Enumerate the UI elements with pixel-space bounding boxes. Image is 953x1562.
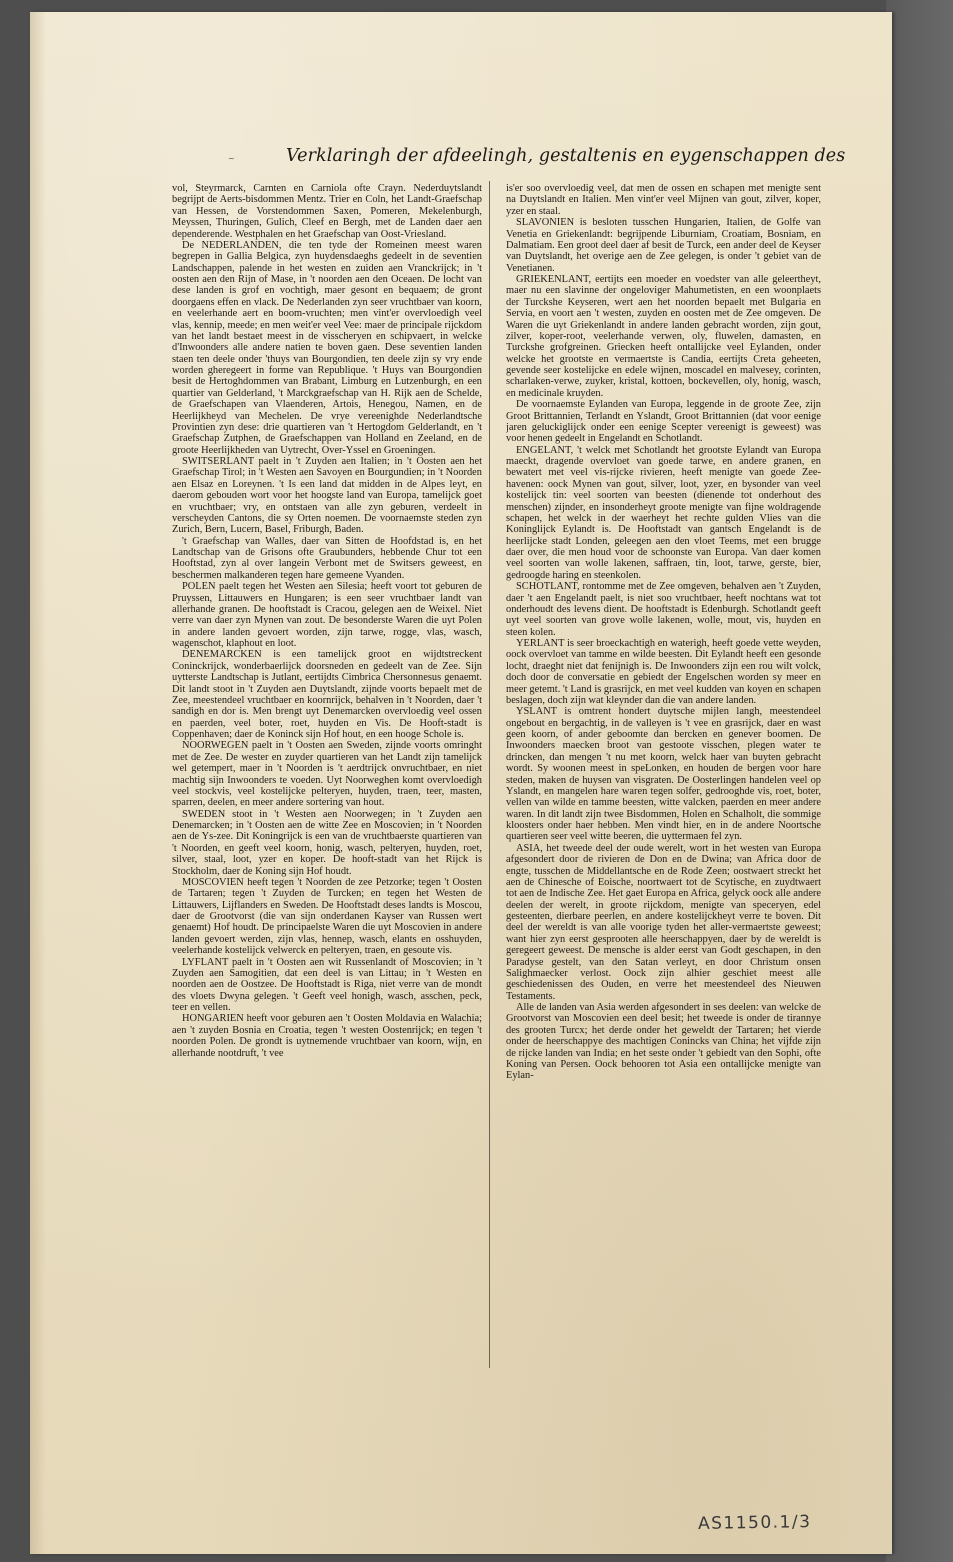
paragraph: NOORWEGEN paelt in 't Oosten aen Sweden, zijnde voorts omringht met de Zee. De wester en zuyder quartieren van het Landt zijn tamelijck wel getempert, maer in 't Noorden is 't aerdtrijck onvruchtbaer, en niet machtig sijn Inwoonders te voeden. Uyt Noorweghen komt overvloedigh veel stockvis, veel kostelijcke pelteryen, huyden, traen, teer, masten, sparren, deelen, en meer andere sortering van hout. (172, 740, 482, 809)
paragraph: DENEMARCKEN is een tamelijck groot en wijdtstreckent Coninckrijck, wonderbaerlijck doorsneden en gedeelt van de Zee. Sijn uytterste Landtschap is Jutlant, eertijdts Cimbrica Chersonnesus genaemt. Dit landt stoot in 't Zuyden aen Duytslandt, zijnde voorts bepaelt met de Zee, meestendeel vruchtbaer en koornrijck, behalven in 't Noorden, daer 't sandigh en dor is. Men brengt uyt Denemarcken overvloedig veel ossen en paerden, veel boter, roet, huyden en Vis. De Hooft-stadt is Coppenhaven; daer de Koninck sijn Hof hout, en een hooge Schole is. (172, 649, 482, 740)
printer-mark: ~ (228, 154, 235, 163)
right-column (506, 183, 821, 1385)
paragraph: Alle de landen van Asia werden afgesondert in ses deelen: van welcke de Grootvorst van Moscovien een deel besit; het tweede is onder de tirannye des grooten Turcx; het derde onder het geweldt der Tartaren; het vierde onder de heerschappye des machtigen Conincks van China; het vijfde zijn de rijcke landen van India; en het seste onder 't gebiedt van den Sophi, ofte Koning van Persen. Oock behooren tot Asia een ontallijcke menigte van Eylan- (506, 1002, 821, 1082)
paragraph: SWEDEN stoot in 't Westen aen Noorwegen; in 't Zuyden aen Denemarcken; in 't Oosten aen de witte Zee en Moscovien; in 't Noorden aen de Ys-zee. Dit Koningrijck is een van de vruchtbaerste quartieren van 't Noorden, en geeft veel koorn, honig, wasch, pelteryen, huyden, roet, silver, staal, loot, yzer en koper. De hooft-stadt van het Rijck is Stockholm, daer de Koning sijn Hof houdt. (172, 808, 482, 877)
paragraph: ENGELANT, 't welck met Schotlandt het grootste Eylandt van Europa maeckt, dragende overvloet van goede tarwe, en andere granen, en bewatert met veel vis-rijcke rivieren, heeft menigte van goede Zee-havenen: oock Mynen van gout, silver, loot, yzer, en bysonder van veel kostelijck tin: veel soorten van beesten (dienende tot onderhout des menschen) zijnder, en insonderheyt groote menigte van fijne woldragende schapen, het welck in der waerheyt het rechte gulden Vlies van die Koninglijck Eylandt is. De Hooftstadt van gantsch Engelandt is de heerlijcke stadt Londen, geleegen aen den vloet Teems, met een brugge daer over, die men houd voor de schoonste van Europa. Van daer komen veel soorten van wolle lakenen, saffraen, tin, loot, tarwe, gerste, bier, gedroogde haring en steenkolen. (506, 444, 821, 581)
paragraph: MOSCOVIEN heeft tegen 't Noorden de zee Petzorke; tegen 't Oosten de Tartaren; tegen 't Zuyden de Turcken; en tegen het Westen de Littauwers, Lijflanders en Sweden. De Hooftstadt deses landts is Moscou, daer de Grootvorst (die van sijn onderdanen Kayser van Russen wert genaemt) Hof houdt. De principaelste Waren die uyt Moscovien in andere landen gevoert werden, zijn vlas, hennep, wasch, elants en osshuyden, veelerhande kostelijck velwerck en pelteryen, traen, en gesoute vis. (172, 876, 482, 957)
paragraph: YERLANT is seer broeckachtigh en waterigh, heeft goede vette weyden, oock overvloet van tamme en wilde beesten. Dit Eylandt heeft een gesonde locht, draeght niet dat fenijnigh is. De Inwoonders zijn een rou wilt volck, doch door de conversatie en gebiedt der Engelschen worden sy meer en meer getemt. 't Land is grasrijck, en met veel kudden van koyen en schapen beslagen, doch zijn wat kleynder dan die van andere landen. (506, 638, 821, 706)
paragraph: SCHOTLANT, rontomme met de Zee omgeven, behalven aen 't Zuyden, daer 't aen Engelandt paelt, is niet soo vruchtbaer, heeft nochtans wat tot onderhoudt des levens dient. De hooftstadt is Edenburgh. Schotlandt geeft uyt veel soorten van grove wolle lakenen, wolle, mout, vis, huyden en steen kolen. (506, 581, 821, 638)
paragraph: GRIEKENLANT, eertijts een moeder en voedster van alle geleertheyt, maer nu een slavinne der ongeloviger Mahumetisten, en een woonplaets der Turckshe Keyseren, wert aen het noorden bepaelt met Bulgaria en Servia, en voort aen 't westen, zuyden en oosten met de Zee omgeven. De Waren die uyt Griekenlandt in andere landen gebracht worden, zijn gout, zilver, koper-root, veelerhande verwen, oly, fluwelen, damasten, en Turckshe grofgreinen. Griecken heeft ontallijcke veel Eylanden, onder welcke het grootste en vermaertste is Candia, eertijts Creta geheeten, gevende seer kostelijcke en edele wijnen, moscadel en malvesey, corinten, scharlaken-verwe, zuyker, kristal, kottoen, bockevellen, oly, honig, wasch, en medicinale kruyden. (506, 274, 821, 399)
paragraph: is'er soo overvloedig veel, dat men de ossen en schapen met menigte sent na Duytslandt en Italien. Men vint'er veel Mijnen van gout, zilver, koper, yzer en staal. (506, 183, 821, 217)
paragraph: SWITSERLANT paelt in 't Zuyden aen Italien; in 't Oosten aen het Graefschap Tirol; in 't Westen aen Savoyen en Bourgundien; in 't Noorden aen Elsaz en Loreynen. 't Is een land dat midden in de Alpes leyt, en daerom gebouden wort voor het hoogste land van Europa, tamelijck goet en vruchtbaer; vry, en ontstaen van alle zyn geburen, verdeelt in verscheyden Cantons, die sy Orten noemen. De voornaemste steden zyn Zurich, Bern, Lucern, Basel, Friburgh, Baden. (172, 456, 482, 536)
catalog-number: AS1150.1/3 (697, 1512, 812, 1534)
paragraph: De NEDERLANDEN, die ten tyde der Romeinen meest waren begrepen in Gallia Belgica, zyn huydensdaeghs gedeelt in de seventien Landschappen, palende in het westen en zuiden aen Vranckrijck; in 't oosten aen den Rijn of Mase, in 't noorden aen den Oceaen. De locht van dese landen is grof en vochtigh, maer gesont en bequaem; de gront doorgaens effen en vlack. De Nederlanden zyn seer vruchtbaer van koorn, en veelerhande aert en boom-vruchten; men vint'er overvloedigh veel vlas, kennip, meede; en men weit'er veel Vee: maer de principale rijckdom van het landt bestaet meest in de visscheryen en schipvaert, in welcke d'Inwoonders alle andere natien te boven gaen. Dese seventien landen staen ten deele onder 'thuys van Bourgondien, ten deele zijn sy vry ende worden gheregeert in forme van Republique. 't Huys van Bourgondien besit de Hertoghdommen van Brabant, Limburg en Lutzenburgh, en een quartier van Gelderland, 't Marckgraefschap van H. Rijk aen de Schelde, de Graefschapen van Vlaenderen, Artois, Henegou, Namen, en de Heerlijkheyd van Mechelen. De vrye vereenighde Nederlandtsche Provintien zyn dese: drie quartieren van 't Hertogdom Gelderlandt, en 't Graefschap Zutphen, de Graefschappen van Holland en Zeeland, en de groote Heerlijkheden van Uytrecht, Over-Yssel en Groeningen. (172, 239, 482, 456)
paragraph: HONGARIEN heeft voor geburen aen 't Oosten Moldavia en Walachia; aen 't zuyden Bosnia en Croatia, tegen 't westen Oostenrijck; en tegen 't noorden Polen. De grondt is uytnemende vruchtbaer van koorn, wijn, en allerhande nootdruft, 't vee (172, 1013, 482, 1059)
backdrop (886, 0, 953, 1562)
running-head: Verklaringh der afdeelingh, gestaltenis en eygenschappen des (286, 146, 846, 166)
paragraph: YSLANT is omtrent hondert duytsche mijlen langh, meestendeel ongebout en bergachtig, in de valleyen is 't vee en grasrijck, daer en wast geen koorn, of ander geboomte dan bercken en genever boomen. De Inwoonders maecken broot van gestoote visschen, plegen water te drincken, dan mengen 't nu met koorn, welck haer van buyten gebracht wordt. Sy woonen meest in speLonken, en houden de bergen voor hare steden, maken de huysen van visgraten. De Oosterlingen handelen veel op Yslandt, en mangelen hare waren tegen solfer, gedrooghde vis, roet, boter, vellen van wilde en tamme beesten, witte valcken, paerden en meer andere waren. In dit landt zijn twee Bisdommen, Holen en Schalholt, die sommige kloosters onder haer hebben. Men vindt hier, en in de andere Noortsche quartieren seer veel witte beeren, die uyttermaen fel zyn. (506, 706, 821, 843)
paragraph: De voornaemste Eylanden van Europa, leggende in de groote Zee, zijn Groot Brittannien, Terlandt en Yslandt, Groot Brittannien (dat voor eenige jaren geluckiglijck onder een eenige Scepter vereenigt is geweest) was voor henen gedeelt in Engelandt en Schotlandt. (506, 399, 821, 445)
paragraph: vol, Steyrmarck, Carnten en Carniola ofte Crayn. Nederduytslandt begrijpt de Aerts-bisdommen Mentz. Trier en Coln, het Landt-Graefschap van Hessen, de Vorstendommen Saxen, Pomeren, Mekelenburgh, Meyssen, Thuringen, Gulich, Cleef en Bergh, met de Landen daer aen dependerende. Westphalen en het Graefschap van Oost-Vriesland. (172, 183, 482, 240)
paragraph: 't Graefschap van Walles, daer van Sitten de Hoofdstad is, en het Landtschap van de Grisons ofte Graubunders, hebbende Chur tot een Hooftstad, zyn al over langein Verbont met de Switsers geweest, en beschermen malkanderen tegen hare gemeene Vyanden. (172, 535, 482, 581)
column-divider (489, 181, 490, 1368)
paragraph: POLEN paelt tegen het Westen aen Silesia; heeft voort tot geburen de Pruyssen, Littauwers en Hungaren; is een seer vruchtbaer landt van allerhande granen. De hooftstadt is Cracou, gelegen aen de Weixel. Niet verre van daer zyn Mynen van zout. De besonderste Waren die uyt Polen in andere landen gevoert worden, zijn tarwe, rogge, vlas, wasch, wagenschot, klaphout en loot. (172, 581, 482, 649)
paragraph: LYFLANT paelt in 't Oosten aen wit Russenlandt of Moscovien; in 't Zuyden aen Samogitien, dat een deel is van Littau; in 't Westen en noorden aen de Oostzee. De Hooftstadt is Riga, niet verre van de mondt des vloets Dwyna gelegen. 't Geeft veel honigh, wasch, asschen, peck, teer en vellen. (172, 956, 482, 1013)
paragraph: ASIA, het tweede deel der oude werelt, wort in het westen van Europa afgesondert door de rivieren de Don en de Dwina; van Africa door de engte, tusschen de Middellantsche en de Rode Zeen; oostwaert streckt het aen de Chinesche of Eoische, noortwaert tot de Scytische, en zuydtwaert tot aen de Indische Zee. Het gaet Europa en Africa, gelyck oock alle andere deelen der werelt, in groote rijckdom, menigte van speceryen, edel gesteenten, dierbare peerlen, en andere kostelijckheyt verre te boven. Dit deel der wereldt is van alle voorige tyden het aller-vermaertste geweest; want hier zyn eerst gesprooten alle heerschappyen, daer by de wereldt is geregeert geweest. De mensche is alder eerst van Godt geschapen, in den Paradyse gestelt, van den Satan verleyt, en door Christum onsen Salighmaecker verlost. Oock zijn alhier geschiet meest alle geschiedenissen des Ouden, en verre het meestendeel des Nieuwen Testaments. (506, 842, 821, 1002)
paragraph: SLAVONIEN is besloten tusschen Hungarien, Italien, de Golfe van Venetia en Griekenlandt: begrijpende Liburniam, Croatiam, Bosniam, en Dalmatiam. Een groot deel daer af besit de Turck, een ander deel de Keyser van Duytslandt, het overige aen de Zee gelegen, is onder 't gebiet van de Venetianen. (506, 217, 821, 274)
page-edge-shadow (30, 12, 46, 1554)
left-column (172, 183, 482, 1391)
